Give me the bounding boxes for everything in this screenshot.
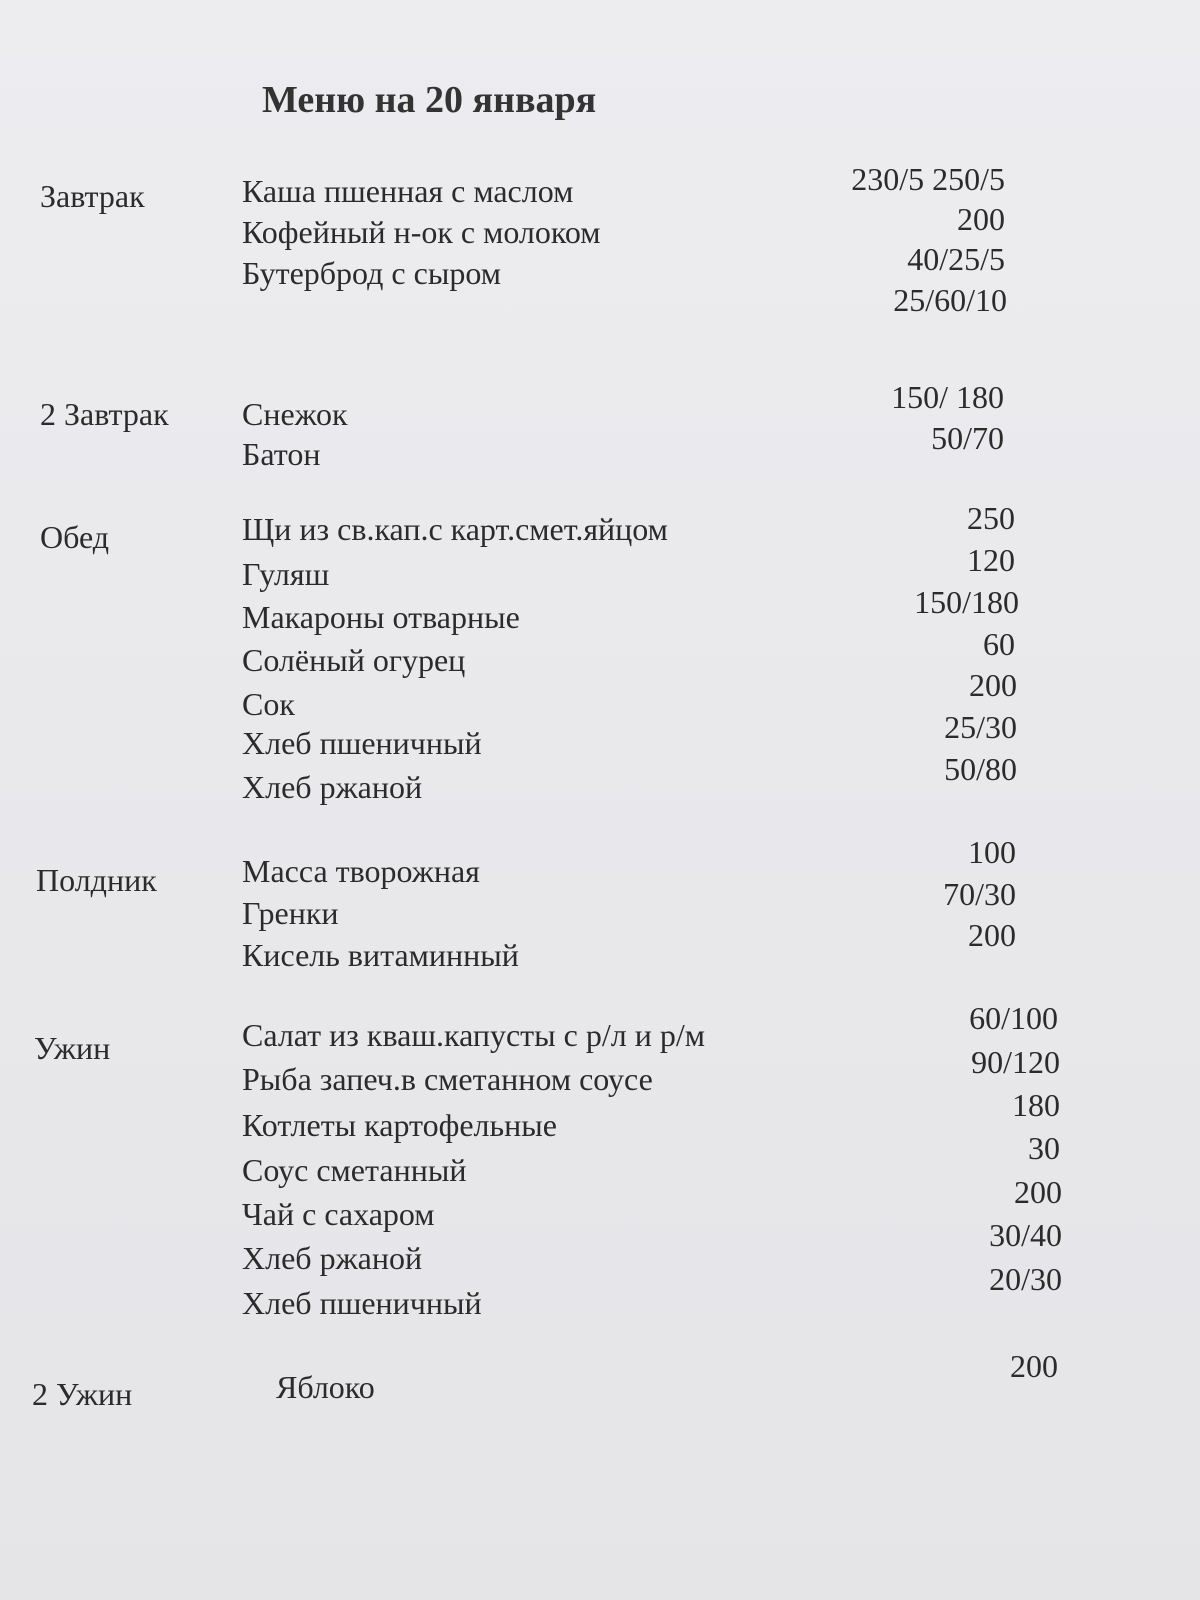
meal-label: 2 Завтрак bbox=[40, 396, 169, 432]
dish-quantity: 90/120 bbox=[971, 1044, 1060, 1080]
meal-label: Обед bbox=[40, 519, 110, 555]
dish-quantity: 25/30 bbox=[944, 709, 1017, 745]
dish-quantity: 150/180 bbox=[914, 584, 1019, 620]
dish-quantity: 30 bbox=[1028, 1130, 1060, 1166]
dish-quantity: 50/80 bbox=[944, 751, 1017, 787]
dish-name: Солёный огурец bbox=[242, 642, 466, 678]
dish-quantity: 200 bbox=[1014, 1174, 1062, 1210]
dish-quantity: 20/30 bbox=[989, 1261, 1062, 1297]
meal-label: Полдник bbox=[36, 862, 157, 898]
dish-name: Кисель витаминный bbox=[242, 937, 519, 973]
dish-quantity: 200 bbox=[957, 201, 1005, 237]
dish-quantity: 60 bbox=[983, 626, 1015, 662]
dish-quantity: 25/60/10 bbox=[893, 282, 1007, 318]
dish-name: Чай с сахаром bbox=[242, 1196, 435, 1232]
dish-name: Гренки bbox=[242, 895, 339, 931]
dish-name: Гуляш bbox=[242, 556, 330, 592]
dish-quantity: 200 bbox=[1010, 1348, 1058, 1384]
dish-quantity: 60/100 bbox=[969, 1000, 1058, 1036]
page-title: Меню на 20 января bbox=[262, 79, 597, 121]
dish-name: Хлеб пшеничный bbox=[242, 725, 482, 761]
dish-quantity: 30/40 bbox=[989, 1217, 1062, 1253]
meal-label: 2 Ужин bbox=[32, 1376, 133, 1412]
dish-quantity: 50/70 bbox=[931, 420, 1004, 456]
dish-quantity: 200 bbox=[969, 667, 1017, 703]
dish-name: Каша пшенная с маслом bbox=[242, 173, 574, 209]
dish-quantity: 180 bbox=[1012, 1087, 1060, 1123]
dish-quantity: 40/25/5 bbox=[907, 241, 1005, 277]
dish-name: Салат из кваш.капусты с р/л и р/м bbox=[242, 1017, 705, 1053]
dish-quantity: 70/30 bbox=[943, 876, 1016, 912]
dish-name: Снежок bbox=[242, 396, 348, 432]
dish-quantity: 200 bbox=[968, 917, 1016, 953]
dish-name: Сок bbox=[242, 686, 295, 722]
dish-quantity: 230/5 250/5 bbox=[851, 161, 1005, 197]
dish-name: Батон bbox=[242, 436, 321, 472]
dish-quantity: 250 bbox=[967, 500, 1015, 536]
dish-name: Рыба запеч.в сметанном соусе bbox=[242, 1061, 653, 1097]
dish-quantity: 150/ 180 bbox=[891, 379, 1004, 415]
dish-name: Бутерброд с сыром bbox=[242, 255, 501, 291]
dish-name: Хлеб пшеничный bbox=[242, 1285, 482, 1321]
dish-name: Хлеб ржаной bbox=[242, 769, 423, 805]
dish-name: Масса творожная bbox=[242, 853, 480, 889]
meal-label: Ужин bbox=[34, 1030, 111, 1066]
meal-label: Завтрак bbox=[40, 178, 145, 214]
dish-name: Яблоко bbox=[276, 1369, 375, 1405]
dish-name: Макароны отварные bbox=[242, 599, 520, 635]
dish-name: Щи из св.кап.с карт.смет.яйцом bbox=[242, 511, 668, 547]
dish-quantity: 120 bbox=[967, 542, 1015, 578]
dish-name: Соус сметанный bbox=[242, 1152, 467, 1188]
dish-name: Кофейный н-ок с молоком bbox=[242, 214, 601, 250]
dish-quantity: 100 bbox=[968, 834, 1016, 870]
dish-name: Котлеты картофельные bbox=[242, 1107, 557, 1143]
dish-name: Хлеб ржаной bbox=[242, 1240, 423, 1276]
